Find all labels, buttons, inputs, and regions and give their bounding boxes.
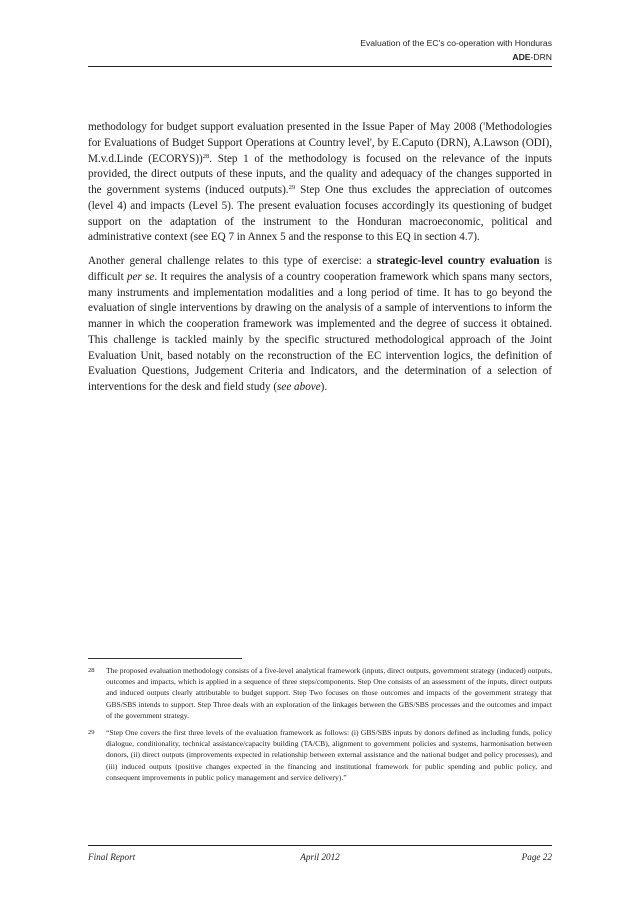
paragraph-1-text-a: methodology for budget support evaluation presented in the Issue Paper of May 2008 ('Methodologies for Evaluations of Budget Support Operations at Country level', by E.Caputo (DRN), A.Lawson (ODI), M.v.d.Linde (ECORYS)): [88, 121, 552, 165]
paragraph-2-text-b: is difficult: [88, 255, 552, 283]
paragraph-2-bold: strategic-level country evaluation: [376, 255, 540, 267]
footer-date: April 2012: [300, 852, 340, 862]
footnote-number: 28: [88, 667, 95, 674]
footnote-number: 29: [88, 729, 95, 737]
header-org-bold: ADE: [512, 52, 531, 62]
paragraph-2-text-c: . It requires the analysis of a country cooperation framework which spans many sectors, many instruments and implementation modalities and a long period of time. It has to go beyond the evaluation of single interventions by drawing on the analysis of a sample of interventions to inform the manner in which the cooperation framework was implemented and the degree of success it obtained. This challenge is tackled mainly by the specific structured methodological approach of the Joint Evaluation Unit, based notably on the reconstruction of the EC intervention logics, the definition of Evaluation Questions, Judgement Criteria and Indicators, and the determination of a selection of interventions for the desk and field study (: [88, 270, 552, 393]
paragraph-2: [88, 254, 552, 396]
footnote-ref-28[interactable]: 28: [202, 152, 210, 160]
footnote-28: [88, 665, 552, 721]
paragraph-2-italic-per-se: per se: [126, 270, 155, 283]
running-header: [360, 36, 552, 64]
footnote-29: [88, 727, 552, 783]
header-rule: [88, 66, 552, 67]
footer-rule: [88, 845, 552, 846]
paragraph-2-text-a: Another general challenge relates to this type of exercise: a: [88, 255, 377, 267]
paragraph-1-text-b: . Step 1 of the methodology is focused on the relevance of the inputs provided, the direct outputs of these inputs, and the quality and adequacy of the changes supported in the government systems (induced outputs).: [88, 152, 552, 196]
header-organisation: [360, 50, 552, 64]
footnote-text: The proposed evaluation methodology consists of a five-level analytical framework (inputs, direct outputs, government strategy (induced) outputs, outcomes and impacts, which is applied in a sequence of three steps/components. Step One consists of an assessment of the inputs, direct outputs and induced outputs clearly attributable to budget support. Step Two focuses on those outcomes and impacts of the government strategy that GBS/SBS intends to support. Step Three deals with an exploration of the linkages between the GBS/SBS processes and the outcomes and impact of the government strategy.: [106, 666, 552, 720]
paragraph-2-italic-see-above: see above: [277, 381, 321, 393]
footnotes: [88, 665, 552, 789]
main-text: [88, 120, 552, 404]
header-org-rest: -DRN: [530, 52, 552, 62]
paragraph-1-text-c: Step One thus excludes the appreciation of outcomes (level 4) and impacts (Level 5). The present evaluation focuses accordingly its questioning of budget support on the adaptation of the instrument to the Honduran macroeconomic, political and administrative context (see EQ 7 in Annex 5 and the response to this EQ in section 4.7).: [88, 184, 552, 244]
footnote-ref-29[interactable]: 29: [288, 184, 296, 191]
paragraph-2-text-d: ).: [320, 381, 328, 393]
paragraph-1: [88, 120, 552, 246]
footnote-text: “Step One covers the first three levels of the evaluation framework as follows: (i) GBS/SBS inputs by donors defined as including funds, policy dialogue, conditionality, technical assistance/capacity building (TA/CB), alignment to government policies and systems, harmonisation between donors, (ii) direct outputs (improvements expected in relationship between external assistance and the national budget and policy processes), and (iii) induced outputs (positive changes expected in the financing and institutional framework for public spending and public policy, and consequent improvements in public policy management and service delivery).”: [106, 728, 552, 782]
footnote-separator: [88, 658, 242, 659]
footer-page-number: Page 22: [521, 852, 552, 862]
header-title: Evaluation of the EC's co-operation with Honduras: [360, 38, 552, 48]
running-footer: [88, 850, 552, 864]
footer-report-label: Final Report: [88, 852, 136, 862]
